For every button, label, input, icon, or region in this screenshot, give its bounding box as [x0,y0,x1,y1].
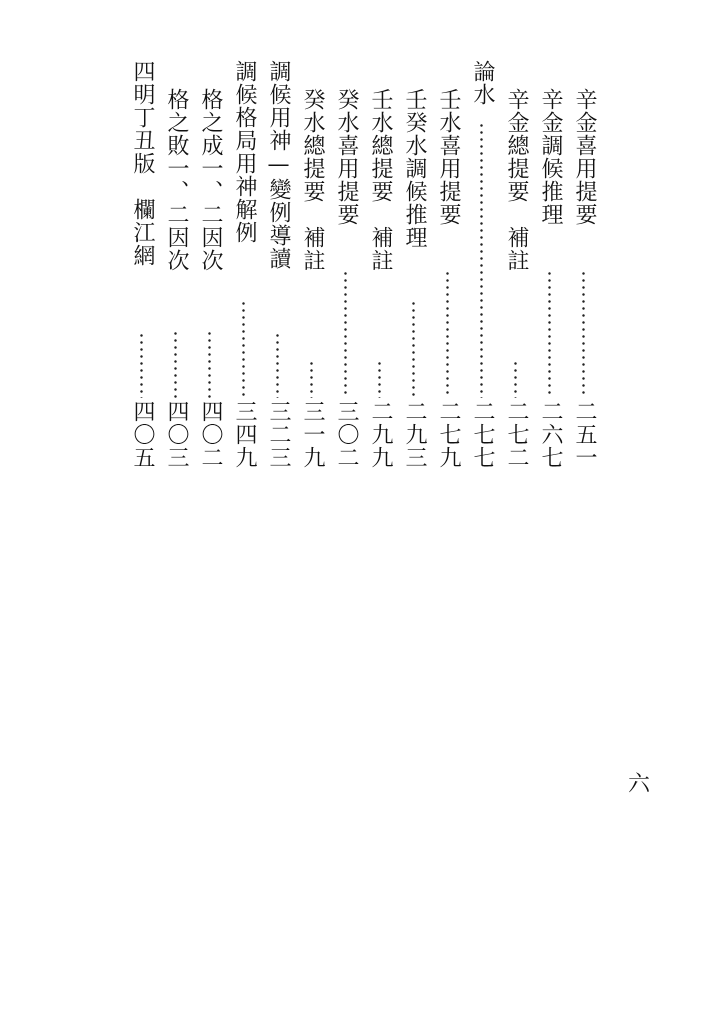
toc-entry-title: 壬癸水調候推理 [402,88,427,249]
toc-entry [501,60,531,500]
toc-entry-page: 二五一 [572,400,597,469]
toc-entry-page: 二九三 [402,400,427,469]
dot-leader [446,270,449,398]
dot-leader [412,300,415,398]
toc-entry-title: 辛金總提要 補註 [504,88,529,272]
toc-entry [365,60,395,500]
table-of-contents [105,60,625,500]
toc-entry-title: 癸水總提要 補註 [300,88,325,272]
dot-leader [242,300,245,398]
dot-leader [276,332,279,398]
toc-entry [399,60,429,500]
toc-entry-title: 癸水喜用提要 [334,88,359,226]
toc-entry-title: 壬水總提要 補註 [368,88,393,272]
toc-entry-page: 三四九 [232,400,257,469]
toc-entry [467,60,497,500]
page-number: 六 [628,772,651,797]
dot-leader [378,360,381,398]
toc-entry-page: 二六七 [538,400,563,469]
toc-entry-page: 四〇二 [198,400,223,469]
toc-entry [161,60,191,500]
toc-entry-title: 論水 [470,60,495,106]
toc-entry-title: 調候用神—變例導讀 [266,60,291,270]
toc-entry [229,60,259,500]
dot-leader [582,270,585,398]
toc-entry [433,60,463,500]
toc-entry-title: 調候格局用神解例 [232,60,257,244]
toc-entry-title: 辛金調候推理 [538,88,563,226]
toc-entry-page: 三二三 [266,400,291,469]
toc-entry-page: 二九九 [368,400,393,469]
dot-leader [548,270,551,398]
toc-entry-page: 四〇五 [130,400,155,469]
toc-entry-page: 四〇三 [164,400,189,469]
toc-entry-page: 二七二 [504,400,529,469]
toc-entry [535,60,565,500]
toc-entry [331,60,361,500]
dot-leader [140,332,143,398]
toc-entry-title: 壬水喜用提要 [436,88,461,226]
toc-entry-title: 四明丁丑版 欄江網 [130,60,155,267]
toc-entry-page: 三〇二 [334,400,359,469]
toc-entry-page: 二七七 [470,400,495,469]
toc-entry [127,60,157,500]
toc-entry-title: 格之敗一、二因次 [164,88,189,272]
dot-leader [310,360,313,398]
toc-entry-page: 三一九 [300,400,325,469]
toc-entry-title: 格之成一、二因次 [198,88,223,272]
dot-leader [344,270,347,398]
toc-entry-page: 二七九 [436,400,461,469]
toc-entry [195,60,225,500]
dot-leader [514,360,517,398]
toc-entry-title: 辛金喜用提要 [572,88,597,226]
dot-leader [480,122,483,398]
dot-leader [174,330,177,398]
toc-entry [263,60,293,500]
toc-entry [569,60,599,500]
toc-entry [297,60,327,500]
dot-leader [208,330,211,398]
